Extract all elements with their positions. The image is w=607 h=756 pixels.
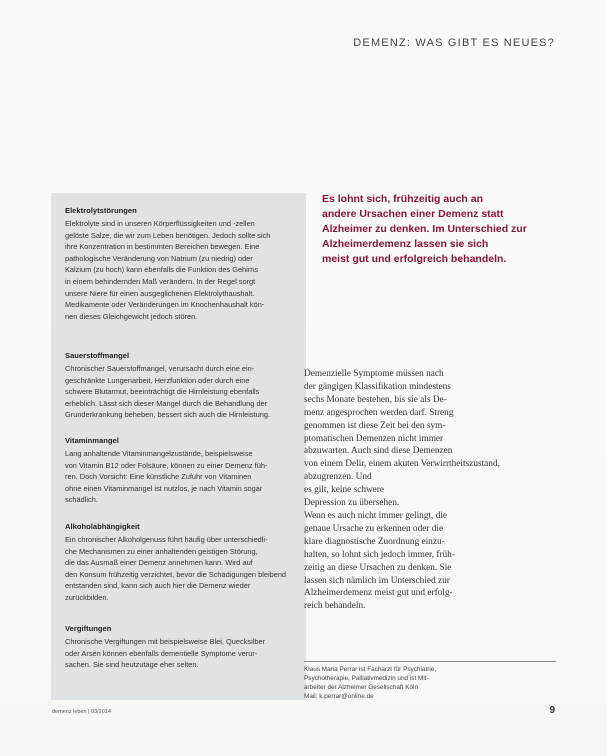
sidebar-body-sauerstoff [65,363,297,421]
body-line: abzuwarten. Auch sind diese Demenzen [304,446,453,457]
body-line: menz angesprochen werden darf. Streng [304,407,454,418]
sidebar-line: ohne einen Vitaminmangel ist nutzlos, je nach Vitamin sogar [65,483,263,493]
sidebar-line: entstanden sind, kann sich auch hier die Demenz wieder [65,581,251,591]
sidebar-body-elektrolyt [65,218,297,322]
sidebar-line: Chronische Vergiftungen mit beispielsweise Blei, Quecksilber [65,637,266,646]
body-line: der gängigen Klassifikation mindestens [304,381,451,392]
body-line: genommen ist diese Zeit bei den sym- [304,420,446,431]
pull-quote [322,192,572,267]
body-line: sechs Monate bestehen, bis sie als De- [304,394,447,405]
author-note [304,665,556,701]
pull-quote-line: andere Ursachen einer Demenz statt [322,208,504,220]
author-note-line: Mail: k.perrar@online.de [304,693,374,700]
body-line: klare diagnostische Zuordnung einzu- [304,536,445,547]
pull-quote-line: Alzheimer zu denken. Im Unterschied zur [322,223,527,235]
sidebar-line: die das Ausmaß einer Demenz annehmen kann. Wird auf [65,558,253,568]
sidebar-line: unsere Niere für einen ausgeglichenen Elektrolythaushalt. [65,288,255,298]
sidebar-line: ren. Doch Vorsicht: Eine künstliche Zufuhr von Vitaminen [65,472,252,482]
sidebar-line: Kalzium (zu hoch) kann ebenfalls die Funktion des Gehirns [65,265,259,275]
sidebar-heading-sauerstoff: Sauerstoffmangel [65,351,130,360]
sidebar-body-vergiftung [65,636,297,671]
author-note-line: arbeiter der Alzheimer Gesellschaft Köln [304,684,419,691]
author-divider [304,661,556,662]
author-note-line: Psychotherapie, Palliativmedizin und ist Mit- [304,675,429,682]
body-line: Alzheimerdemenz meist gut und erfolg- [304,588,453,599]
page-number: 9 [549,705,555,716]
sidebar-heading-vergiftung: Vergiftungen [65,624,112,633]
sidebar-line: den Konsum frühzeitig verzichtet, bevor die Schädigungen bleibend [65,569,287,579]
sidebar-body-alkohol [65,534,297,604]
author-note-line: Klaus Maria Perrar ist Facharzt für Psychiatrie, [304,666,437,673]
body-line: Depression zu übersehen. [304,498,400,509]
main-body-text [304,368,556,613]
sidebar-line: gelöste Salze, die wir zum Leben benötigen. Jedoch sollte sich [65,230,271,240]
running-head: DEMENZ: WAS GIBT ES NEUES? [353,37,555,49]
body-line: es gilt, keine schwere [304,485,385,496]
sidebar-line: Elektrolyte sind in unseren Körperflüssigkeiten und -zellen [65,219,255,228]
body-line: zeitig an diese Ursachen zu denken. Sie [304,562,452,573]
sidebar-line: pathologische Veränderung von Natrium (zu niedrig) oder [65,253,253,263]
sidebar-heading-vitamin: Vitaminmangel [65,436,119,445]
pull-quote-line: Es lohnt sich, frühzeitig auch an [322,193,484,205]
body-line: abzugrenzen. Und [304,472,372,483]
body-line: halten, so lohnt sich jedoch immer, früh- [304,549,455,560]
sidebar-line: geschränkte Lungenarbeit, Herzfunktion oder durch eine [65,375,250,385]
sidebar-heading-elektrolyt: Elektrolytstörungen [65,206,137,215]
sidebar-line: ihre Konzentration in bestimmten Bereichen bewegen. Eine [65,242,260,252]
sidebar-body-vitamin [65,448,297,506]
body-line: ptomatischen Demenzen nicht immer [304,433,444,444]
sidebar-line: Grunderkrankung beheben, bessert sich auch die Hirnleistung. [65,410,271,420]
pull-quote-line: meist gut und erfolgreich behandeln. [322,253,507,265]
sidebar-line: von Vitamin B12 oder Folsäure, können zu einer Demenz füh- [65,460,268,470]
sidebar-heading-alkohol: Alkoholabhängigkeit [65,522,140,531]
footer-publication: demenz leben | 03/2014 [52,709,111,715]
sidebar-line: oder Arsen können ebenfalls dementielle Symptome verur- [65,648,258,658]
body-line: von einem Delir, einem akuten Verwirrtheitszustand, [304,459,500,470]
sidebar-line: nen dieses Gleichgewicht jedoch stören. [65,311,198,321]
sidebar-line: Ein chronischer Alkoholgenuss führt häufig über unterschiedli- [65,535,268,544]
body-line: Wenn es auch nicht immer gelingt, die [304,510,448,521]
sidebar-line: Lang anhaltende Vitaminmangelzustände, beispielsweise [65,449,253,458]
body-line: reich behandeln. [304,601,366,612]
sidebar-line: che Mechanismen zu einer anhaltenden geistigen Störung, [65,546,258,556]
sidebar-line: zurückbilden. [65,592,109,602]
sidebar-line: Chronischer Sauerstoffmangel, verursacht durch eine ein- [65,364,255,373]
sidebar-line: in einem behindernden Maß verändern. In der Regel sorgt [65,276,256,286]
body-line: genaue Ursache zu erkennen oder die [304,523,444,534]
sidebar-line: Medikamente oder Veränderungen im Knochenhaushalt kön- [65,300,265,310]
sidebar-line: schwere Blutarmut, beeinträchtigt die Hirnleistung ebenfalls [65,387,260,397]
sidebar-line: schädlich. [65,495,98,505]
body-line: Demenzielle Symptome müssen nach [304,369,444,379]
body-line: lassen sich nämlich im Unterschied zur [304,575,450,586]
sidebar-line: erheblich. Lässt sich dieser Mangel durch die Behandlung der [65,398,268,408]
sidebar-line: sachen. Sie sind heutzutage eher selten. [65,660,199,670]
pull-quote-line: Alzheimerdemenz lassen sie sich [322,238,489,250]
